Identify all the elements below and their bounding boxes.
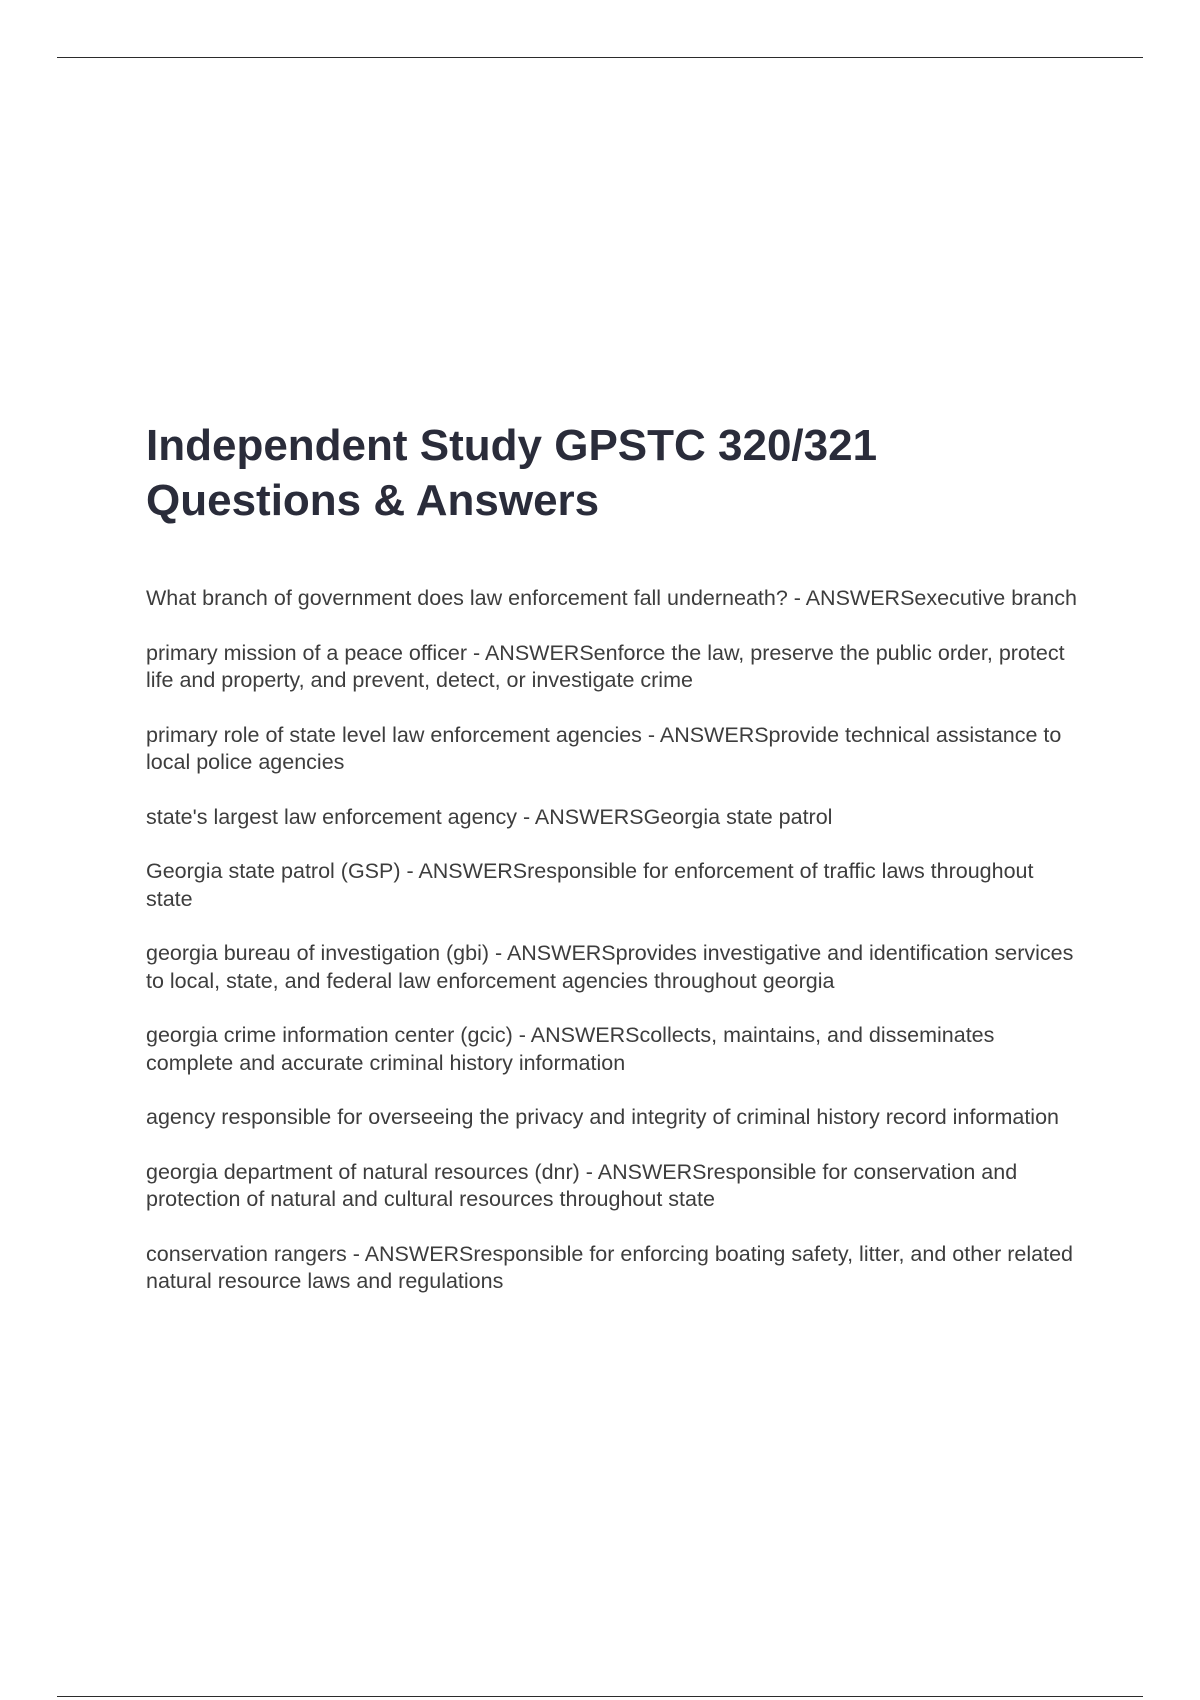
qa-item: Georgia state patrol (GSP) - ANSWERSresponsible for enforcement of traffic laws throughout state bbox=[146, 859, 1034, 911]
qa-item: georgia crime information center (gcic) - ANSWERScollects, maintains, and disseminates complete and accurate criminal history information bbox=[146, 1023, 995, 1075]
document-title-line-2: Questions & Answers bbox=[146, 476, 600, 525]
document-title bbox=[146, 418, 1106, 528]
qa-item: agency responsible for overseeing the privacy and integrity of criminal history record information bbox=[146, 1105, 1059, 1129]
qa-item: georgia bureau of investigation (gbi) - ANSWERSprovides investigative and identification services to local, state, and federal law enforcement agencies throughout georgia bbox=[146, 941, 1074, 993]
qa-list bbox=[146, 585, 1086, 1323]
qa-item: conservation rangers - ANSWERSresponsible for enforcing boating safety, litter, and other related natural resource laws and regulations bbox=[146, 1241, 1073, 1293]
header-rule bbox=[57, 57, 1143, 58]
qa-item: georgia department of natural resources (dnr) - ANSWERSresponsible for conservation and protection of natural and cultural resources throughout state bbox=[146, 1159, 1018, 1211]
qa-item: state's largest law enforcement agency - ANSWERSGeorgia state patrol bbox=[146, 804, 833, 829]
document-title-line-1: Independent Study GPSTC 320/321 bbox=[146, 421, 878, 470]
qa-item: primary mission of a peace officer - ANSWERSenforce the law, preserve the public order, protect life and property, and prevent, detect, or investigate crime bbox=[146, 640, 1065, 692]
qa-item: What branch of government does law enforcement fall underneath? - ANSWERSexecutive branch bbox=[146, 586, 1077, 610]
footer-rule bbox=[57, 1696, 1143, 1697]
qa-item: primary role of state level law enforcement agencies - ANSWERSprovide technical assistance to local police agencies bbox=[146, 722, 1062, 774]
